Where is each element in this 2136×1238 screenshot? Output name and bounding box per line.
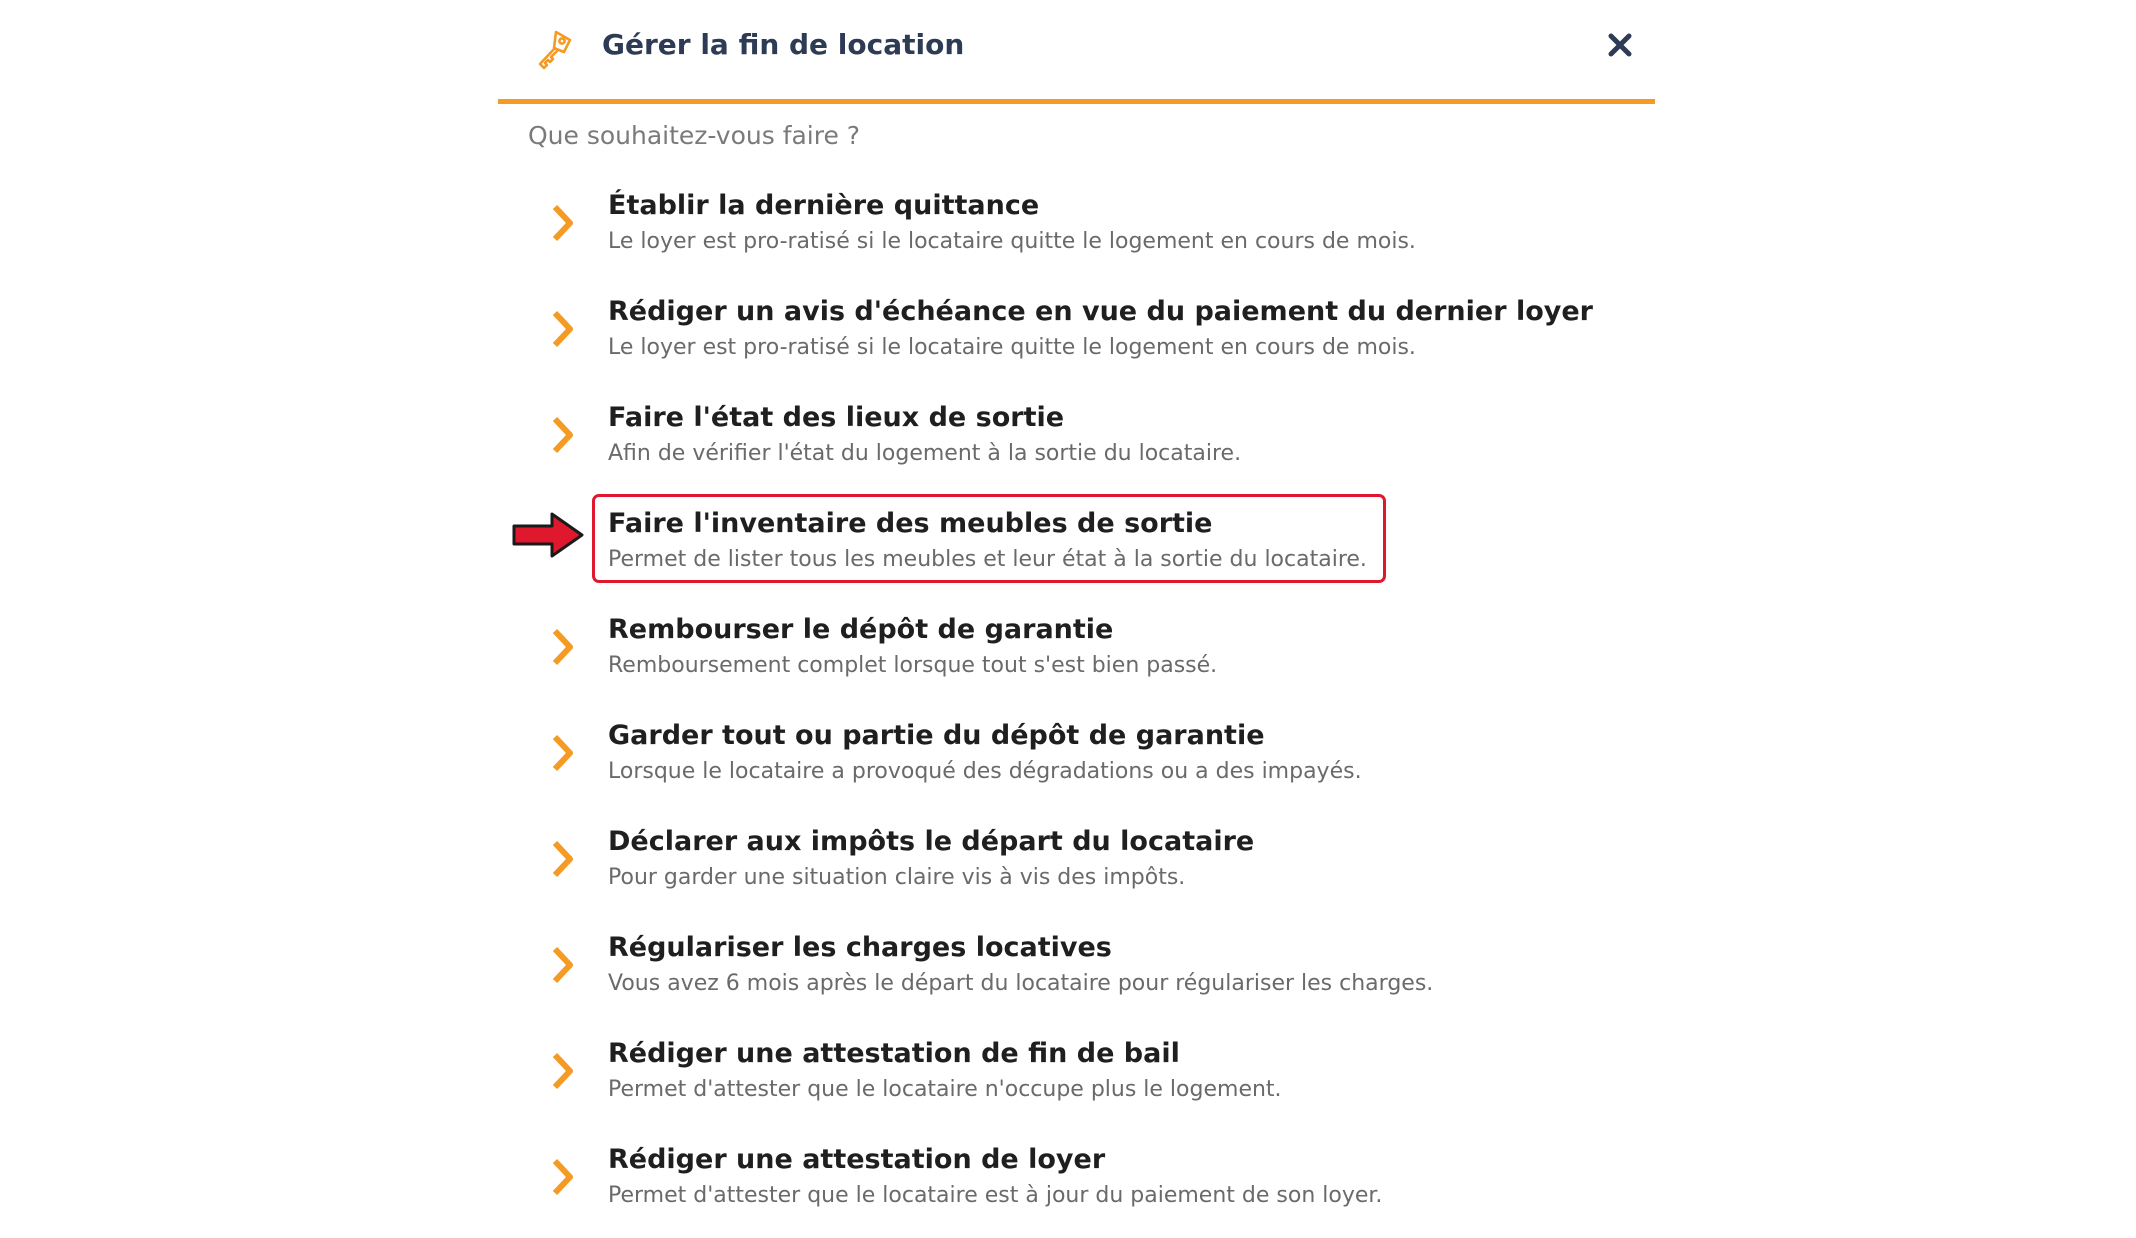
option-avis-echeance[interactable] xyxy=(498,294,1655,390)
option-description: Vous avez 6 mois après le départ du locataire pour régulariser les charges. xyxy=(608,971,1434,996)
option-title: Faire l'inventaire des meubles de sortie xyxy=(608,508,1213,539)
option-description: Pour garder une situation claire vis à vis des impôts. xyxy=(608,865,1186,890)
option-derniere-quittance[interactable] xyxy=(498,188,1655,284)
option-title: Rédiger une attestation de fin de bail xyxy=(608,1038,1180,1069)
modal-header xyxy=(498,0,1655,104)
option-declarer-impots[interactable] xyxy=(498,824,1655,920)
option-title: Rembourser le dépôt de garantie xyxy=(608,614,1114,645)
prompt-text: Que souhaitez-vous faire ? xyxy=(528,121,861,150)
option-regulariser-charges[interactable] xyxy=(498,930,1655,1026)
option-description: Permet d'attester que le locataire n'occupe plus le logement. xyxy=(608,1077,1282,1102)
option-attestation-loyer[interactable] xyxy=(498,1142,1655,1238)
option-description: Afin de vérifier l'état du logement à la sortie du locataire. xyxy=(608,441,1242,466)
close-icon[interactable] xyxy=(1603,28,1637,62)
chevron-right-icon xyxy=(548,732,578,774)
option-description: Le loyer est pro-ratisé si le locataire quitte le logement en cours de mois. xyxy=(608,335,1416,360)
option-title: Rédiger un avis d'échéance en vue du paiement du dernier loyer xyxy=(608,296,1593,327)
option-description: Le loyer est pro-ratisé si le locataire quitte le logement en cours de mois. xyxy=(608,229,1416,254)
option-title: Faire l'état des lieux de sortie xyxy=(608,402,1065,433)
chevron-right-icon xyxy=(548,944,578,986)
option-description: Permet d'attester que le locataire est à jour du paiement de son loyer. xyxy=(608,1183,1383,1208)
option-inventaire-meubles[interactable] xyxy=(498,506,1655,602)
option-description: Permet de lister tous les meubles et leur état à la sortie du locataire. xyxy=(608,547,1367,572)
option-etat-des-lieux[interactable] xyxy=(498,400,1655,496)
end-of-lease-modal xyxy=(498,0,1655,1215)
option-rembourser-depot[interactable] xyxy=(498,612,1655,708)
chevron-right-icon xyxy=(548,626,578,668)
option-title: Garder tout ou partie du dépôt de garantie xyxy=(608,720,1265,751)
chevron-right-icon xyxy=(548,202,578,244)
chevron-right-icon xyxy=(548,1050,578,1092)
option-title: Régulariser les charges locatives xyxy=(608,932,1112,963)
option-title: Établir la dernière quittance xyxy=(608,190,1040,221)
option-description: Lorsque le locataire a provoqué des dégradations ou a des impayés. xyxy=(608,759,1362,784)
chevron-right-icon xyxy=(548,838,578,880)
modal-title: Gérer la fin de location xyxy=(602,28,965,61)
red-arrow-annotation xyxy=(512,510,586,560)
option-title: Déclarer aux impôts le départ du locataire xyxy=(608,826,1255,857)
option-attestation-fin-bail[interactable] xyxy=(498,1036,1655,1132)
option-description: Remboursement complet lorsque tout s'est bien passé. xyxy=(608,653,1218,678)
key-icon xyxy=(528,26,576,74)
option-title: Rédiger une attestation de loyer xyxy=(608,1144,1106,1175)
chevron-right-icon xyxy=(548,414,578,456)
chevron-right-icon xyxy=(548,308,578,350)
chevron-right-icon xyxy=(548,1156,578,1198)
option-garder-depot[interactable] xyxy=(498,718,1655,814)
